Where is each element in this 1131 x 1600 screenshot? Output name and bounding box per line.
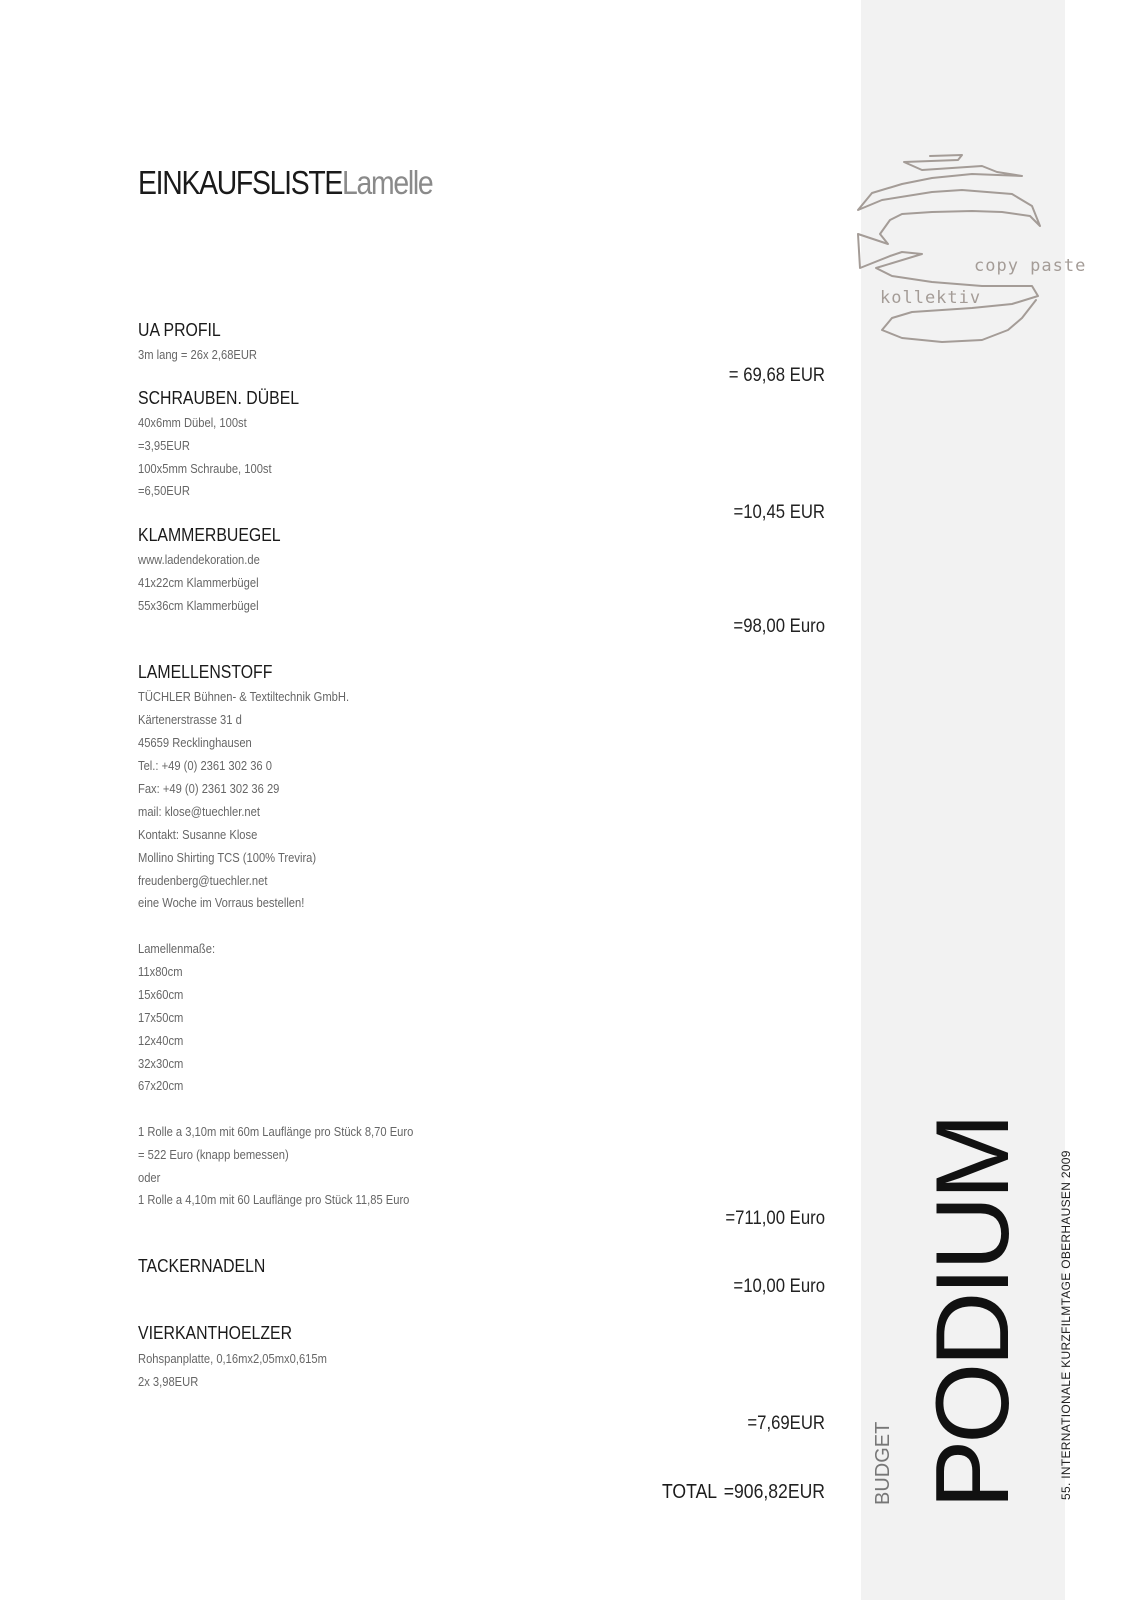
detail-line: Rohspanplatte, 0,16mx2,05mx0,615m [138,1351,327,1366]
total-amount: =906,82EUR [723,1481,825,1503]
copy-paste-kollektiv-logo [862,148,1087,353]
detail-line: 1 Rolle a 3,10m mit 60m Lauflänge pro Stück 8,70 Euro [138,1124,414,1139]
detail-line: 100x5mm Schraube, 100st [138,461,272,476]
detail-line: Lamellenmaße: [138,941,216,956]
logo-text-kollektiv: kollektiv [880,288,982,308]
detail-line: 40x6mm Dübel, 100st [138,415,247,430]
detail-line: 67x20cm [138,1078,184,1093]
detail-line: Tel.: +49 (0) 2361 302 36 0 [138,758,272,773]
section-heading-tackernadeln: TACKERNADELN [138,1256,266,1276]
detail-line: Fax: +49 (0) 2361 302 36 29 [138,781,280,796]
detail-line: freudenberg@tuechler.net [138,873,268,888]
detail-line: 11x80cm [138,964,183,979]
amount-ua-profil: = 69,68 EUR [728,365,825,386]
podium-title: PODIUM [915,1117,1031,1509]
detail-line: mail: klose@tuechler.net [138,804,260,819]
detail-line: Mollino Shirting TCS (100% Trevira) [138,850,317,865]
page-title-main: EINKAUFSLISTE [138,164,343,201]
detail-line: 15x60cm [138,987,184,1002]
detail-line: www.ladendekoration.de [138,552,260,567]
detail-line: =6,50EUR [138,483,190,498]
amount-schrauben: =10,45 EUR [733,502,825,523]
festival-label: 55. INTERNATIONALE KURZFILMTAGE OBERHAUSEN 2009 [1059,1150,1073,1500]
detail-line: = 522 Euro (knapp bemessen) [138,1147,289,1162]
detail-line: 55x36cm Klammerbügel [138,598,259,613]
detail-line: 3m lang = 26x 2,68EUR [138,347,258,362]
detail-line: 32x30cm [138,1056,184,1071]
detail-line: eine Woche im Vorraus bestellen! [138,895,305,910]
detail-line: TÜCHLER Bühnen- & Textiltechnik GmbH. [138,689,350,704]
section-heading-klammerbuegel: KLAMMERBUEGEL [138,525,281,545]
page-title [138,164,432,202]
detail-line: 12x40cm [138,1033,184,1048]
section-heading-vierkanthoelzer: VIERKANTHOELZER [138,1323,293,1343]
section-heading-lamellenstoff: LAMELLENSTOFF [138,662,273,682]
detail-line: Kärtenerstrasse 31 d [138,712,242,727]
detail-line: Kontakt: Susanne Klose [138,827,258,842]
logo-text-copy-paste: copy paste [974,256,1087,276]
detail-line: 45659 Recklinghausen [138,735,252,750]
detail-line: oder [138,1170,161,1185]
section-heading-ua-profil: UA PROFIL [138,320,221,340]
amount-lamellenstoff: =711,00 Euro [725,1208,825,1229]
total-label: TOTAL [662,1481,718,1503]
page-title-sub: Lamelle [342,164,433,201]
budget-label: BUDGET [872,1421,894,1505]
amount-klammerbuegel: =98,00 Euro [733,616,825,637]
detail-line: =3,95EUR [138,438,190,453]
detail-line: 2x 3,98EUR [138,1374,199,1389]
section-heading-schrauben: SCHRAUBEN. DÜBEL [138,388,300,408]
detail-line: 17x50cm [138,1010,184,1025]
amount-vierkanthoelzer: =7,69EUR [747,1413,825,1434]
amount-tackernadeln: =10,00 Euro [733,1276,825,1297]
detail-line: 1 Rolle a 4,10m mit 60 Lauflänge pro Stück 11,85 Euro [138,1192,410,1207]
detail-line: 41x22cm Klammerbügel [138,575,259,590]
